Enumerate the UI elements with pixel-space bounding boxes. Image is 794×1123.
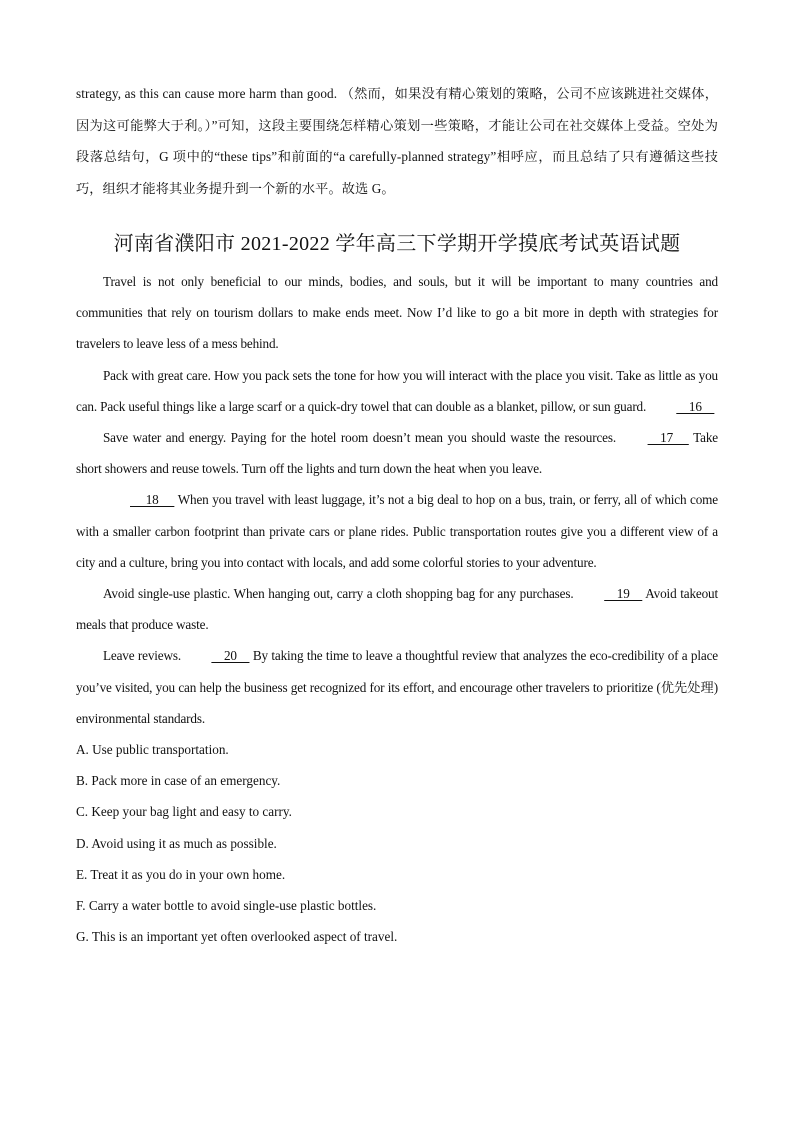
- option-f: F. Carry a water bottle to avoid single-use plastic bottles.: [76, 898, 377, 914]
- paragraph-text: By taking the time to leave a thoughtful review that analyzes the eco-credibility of a place you’ve visited, you can help the business get recognized for its effort, and encourage other travelers to prioritize (优先处理) environmental standards.: [76, 648, 718, 726]
- passage-paragraph-3: [76, 422, 718, 484]
- option-c: C. Keep your bag light and easy to carry.: [76, 804, 292, 820]
- paragraph-text: Take short showers and reuse towels. Turn off the lights and turn down the heat when you leave.: [76, 430, 718, 477]
- paragraph-text: Pack with great care. How you pack sets the tone for how you will interact with the place you visit. Take as little as you can. Pack useful things like a large scarf or a quick-dry towel that can double as a blanket, pillow, or sun guard.: [76, 367, 718, 414]
- answer-blank-19[interactable]: 19: [604, 586, 643, 602]
- answer-blank-20[interactable]: 20: [211, 648, 250, 664]
- paragraph-text: Leave reviews.: [103, 648, 185, 664]
- option-a: A. Use public transportation.: [76, 742, 229, 758]
- answer-blank-16[interactable]: 16: [676, 398, 715, 414]
- passage-paragraph-4: [76, 484, 718, 578]
- document-page: [76, 78, 718, 952]
- passage-paragraph-2: [76, 360, 718, 422]
- paragraph-text: Save water and energy. Paying for the hotel room doesn’t mean you should waste the resources.: [103, 430, 621, 446]
- passage-paragraph-5: [76, 578, 718, 640]
- previous-answer-explanation: strategy, as this can cause more harm than good. （然而，如果没有精心策划的策略，公司不应该跳进社交媒体，因为这可能弊大于利。）”可知，这段主要围绕怎样精心策划一些策略，才能让公司在社交媒体上受益。空处为段落总结句，G 项中的“these tips”和前面的“a carefully-planned strategy”相呼应，而且总结了只有遵循这些技巧，组织才能将其业务提升到一个新的水平。故选 G。: [76, 86, 718, 196]
- options-list: [76, 734, 718, 952]
- passage-paragraph-6: [76, 640, 718, 734]
- option-d: D. Avoid using it as much as possible.: [76, 835, 277, 851]
- paragraph-text: Avoid single-use plastic. When hanging out, carry a cloth shopping bag for any purchases.: [103, 586, 578, 602]
- option-b: B. Pack more in case of an emergency.: [76, 773, 281, 789]
- paragraph-text: When you travel with least luggage, it’s not a big deal to hop on a bus, train, or ferry, all of which come with a smaller carbon footprint than private cars or plane rides. Public transportation routes give you a different view of a city and a culture, bring you into contact with locals, and add some colorful stories to your adventure.: [76, 492, 718, 570]
- exam-title: 河南省濮阳市 2021-2022 学年高三下学期开学摸底考试英语试题: [113, 233, 681, 255]
- passage-paragraph-1: Travel is not only beneficial to our minds, bodies, and souls, but it will be important to many countries and communities that rely on tourism dollars to make ends meet. Now I’d like to go a bit more in depth with strategies for travelers to leave less of a mess behind.: [76, 274, 718, 352]
- option-e: E. Treat it as you do in your own home.: [76, 866, 286, 882]
- option-g: G. This is an important yet often overlooked aspect of travel.: [76, 929, 398, 945]
- answer-blank-17[interactable]: 17: [647, 430, 689, 446]
- paragraph-text: Avoid takeout meals that produce waste.: [76, 586, 719, 633]
- answer-blank-18[interactable]: 18: [130, 492, 175, 508]
